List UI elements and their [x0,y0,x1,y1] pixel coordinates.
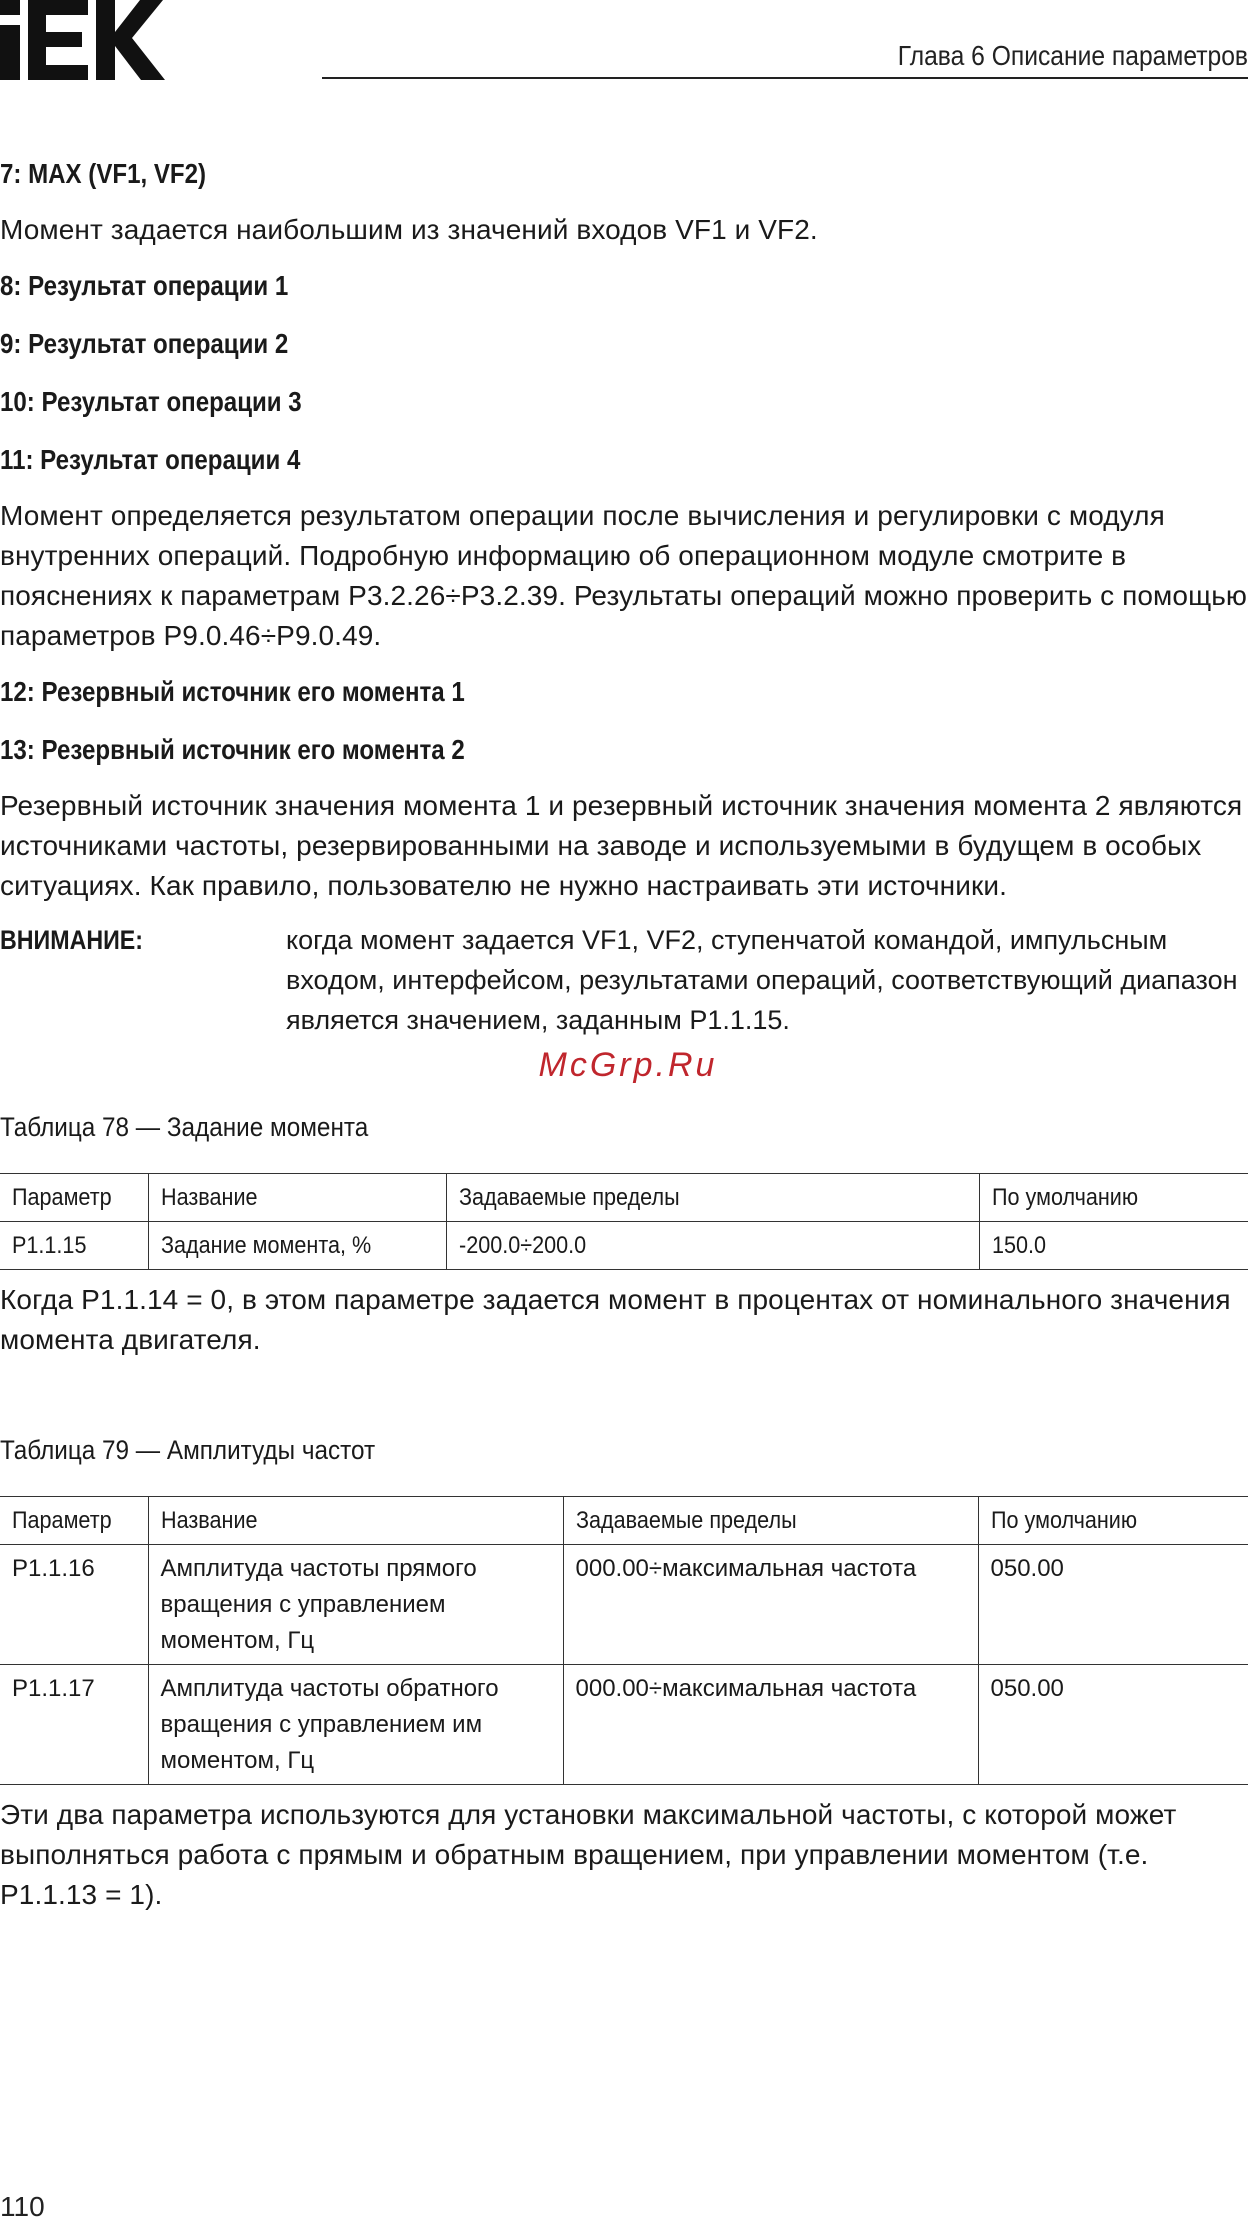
table-cell: P1.1.17 [0,1665,148,1785]
table-78-caption: Таблица 78 — Задание момента [0,1112,369,1142]
header-cell: По умолчанию [979,1174,1248,1222]
table-79-caption: Таблица 79 — Амплитуды частот [0,1435,376,1465]
page-content [0,152,1248,1929]
table-cell: 150.0 [979,1222,1248,1270]
attention-label: ВНИМАНИЕ: [0,925,144,955]
spacer [0,1374,1248,1430]
section-7-heading: 7: MAX (VF1, VF2) [0,158,207,189]
table-79-after-text: Эти два параметра используются для установки максимальной частоты, с которой может выполняться работа с прямым и обратным вращением, при управлении моментом (т.е. P1.1.13 = 1). [0,1799,1177,1910]
table-row [0,1222,1248,1270]
iek-logo [0,0,165,80]
table-cell: Амплитуда частоты прямого вращения с управлением моментом, Гц [148,1545,563,1665]
table-cell: Амплитуда частоты обратного вращения с управлением им моментом, Гц [148,1665,563,1785]
table-cell: 000.00÷максимальная частота [563,1545,978,1665]
section-11-text: Момент определяется результатом операции после вычисления и регулировки с модуля внутренних операций. Подробную информацию об операционном модуле смотрите в пояснениях к параметрам P3.2.26÷P3.2.39. Результаты операций можно проверить с помощью параметров P9.0.46÷P9.0.49. [0,500,1247,651]
table-79 [0,1496,1248,1785]
header-cell: Параметр [0,1497,148,1545]
watermark: McGrp.Ru [538,1046,718,1084]
table-row [0,1545,1248,1665]
header-rule [322,77,1248,79]
attention-note [0,920,1248,1040]
section-11-heading: 11: Результат операции 4 [0,444,301,475]
section-13-text: Резервный источник значения момента 1 и резервный источник значения момента 2 являются источниками частоты, резервированными на заводе и используемыми в будущем в особых ситуациях. Как правило, пользователю не нужно настраивать эти источники. [0,790,1243,901]
table-cell: -200.0÷200.0 [446,1222,979,1270]
table-cell: 050.00 [978,1545,1248,1665]
page-number: 110 [0,2191,45,2222]
section-8-heading: 8: Результат операции 1 [0,270,289,301]
section-9-heading: 9: Результат операции 2 [0,328,289,359]
header-cell: По умолчанию [978,1497,1248,1545]
header-cell: Название [148,1174,446,1222]
header-cell: Параметр [0,1174,148,1222]
section-7-text: Момент задается наибольшим из значений входов VF1 и VF2. [0,214,818,245]
table-cell: 050.00 [978,1665,1248,1785]
table-row [0,1665,1248,1785]
section-13-heading: 13: Резервный источник его момента 2 [0,734,465,765]
table-header-row [0,1497,1248,1545]
table-cell: Задание момента, % [148,1222,446,1270]
header-cell: Название [148,1497,563,1545]
section-10-heading: 10: Результат операции 3 [0,386,302,417]
section-12-heading: 12: Резервный источник его момента 1 [0,676,465,707]
table-cell: P1.1.15 [0,1222,148,1270]
table-cell: 000.00÷максимальная частота [563,1665,978,1785]
table-header-row [0,1174,1248,1222]
table-78-after-text: Когда P1.1.14 = 0, в этом параметре задается момент в процентах от номинального значения момента двигателя. [0,1284,1231,1355]
chapter-title: Глава 6 Описание параметров [897,40,1248,71]
header-cell: Задаваемые пределы [446,1174,979,1222]
attention-text: когда момент задается VF1, VF2, ступенчатой командой, импульсным входом, интерфейсом, результатами операций, соответствующий диапазон является значением, заданным P1.1.15. [286,925,1238,1035]
table-78 [0,1173,1248,1270]
table-cell: P1.1.16 [0,1545,148,1665]
header-cell: Задаваемые пределы [563,1497,978,1545]
